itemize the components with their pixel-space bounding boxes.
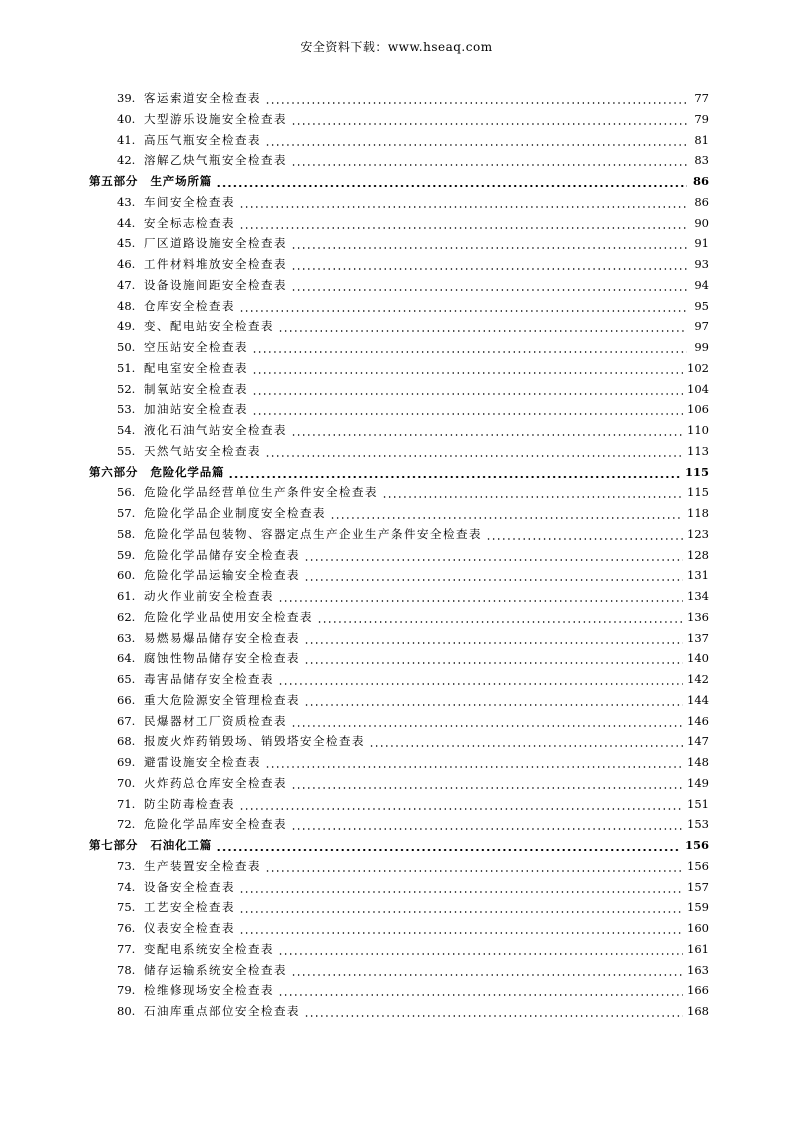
- toc-entry-title: 变配电系统安全检查表: [144, 941, 274, 956]
- toc-entry-title: 液化石油气站安全检查表: [144, 423, 287, 437]
- toc-entry-number: 79.: [117, 983, 136, 998]
- toc-page-number: 94: [694, 277, 709, 292]
- toc-entry[interactable]: [89, 731, 709, 752]
- toc-page-number: 97: [694, 319, 709, 334]
- toc-entry-number: 57.: [117, 506, 136, 520]
- toc-page-number: 151: [687, 796, 709, 811]
- toc-section-heading[interactable]: [89, 462, 709, 483]
- toc-page-number: 149: [687, 775, 709, 790]
- toc-entry[interactable]: [89, 607, 709, 628]
- toc-entry[interactable]: [89, 669, 709, 690]
- dot-leader: [239, 296, 687, 317]
- toc-entry-title: 设备安全检查表: [144, 879, 235, 894]
- toc-entry-number: 46.: [117, 257, 136, 271]
- toc-page-number: 146: [687, 713, 709, 728]
- dot-leader: [317, 607, 683, 628]
- toc-entry-title: 安全标志检查表: [144, 215, 235, 230]
- toc-page-number: 134: [687, 589, 709, 603]
- toc-entry-title: 防尘防毒检查表: [144, 796, 235, 811]
- toc-entry[interactable]: [89, 1001, 709, 1022]
- toc-entry-number: 45.: [117, 236, 136, 251]
- dot-leader: [239, 918, 683, 939]
- dot-leader: [216, 171, 687, 192]
- dot-leader: [291, 233, 687, 254]
- dot-leader: [239, 877, 683, 898]
- dot-leader: [304, 1001, 683, 1022]
- toc-page-number: 123: [687, 526, 709, 541]
- toc-page-number: 137: [687, 630, 709, 645]
- toc-entry[interactable]: [89, 711, 709, 732]
- toc-entry-number: 42.: [117, 153, 136, 168]
- toc-entry-title: 毒害品储存安全检查表: [144, 672, 274, 686]
- dot-leader: [291, 150, 687, 171]
- toc-entry[interactable]: [89, 130, 709, 151]
- toc-entry-title: 危险化学业品使用安全检查表: [144, 609, 313, 624]
- toc-page-number: 99: [694, 340, 709, 354]
- toc-entry-number: 72.: [117, 817, 136, 832]
- toc-entry[interactable]: [89, 586, 709, 607]
- toc-entry-title: 仪表安全检查表: [144, 921, 235, 935]
- dot-leader: [265, 752, 683, 773]
- toc-entry-title: 厂区道路设施安全检查表: [144, 236, 287, 251]
- page-header: 安全资料下载：www.hseaq.com: [300, 40, 493, 54]
- toc-entry-number: 66.: [117, 692, 136, 707]
- toc-entry[interactable]: [89, 980, 709, 1001]
- toc-entry[interactable]: [89, 254, 709, 275]
- toc-page-number: 148: [687, 755, 709, 769]
- toc-entry-title: 工件材料堆放安全检查表: [144, 257, 287, 271]
- dot-leader: [291, 814, 683, 835]
- toc-entry-number: 50.: [117, 340, 136, 354]
- toc-entry[interactable]: [89, 441, 709, 462]
- toc-entry[interactable]: [89, 918, 709, 939]
- toc-entry-title: 民爆器材工厂资质检查表: [144, 713, 287, 728]
- toc-entry[interactable]: [89, 939, 709, 960]
- toc-entry-number: 51.: [117, 360, 136, 375]
- toc-entry-number: 49.: [117, 319, 136, 334]
- toc-entry-title: 配电室安全检查表: [144, 360, 248, 375]
- dot-leader: [291, 773, 683, 794]
- toc-entry-title: 危险化学品包装物、容器定点生产企业生产条件安全检查表: [144, 526, 482, 541]
- toc-entry-number: 77.: [117, 941, 136, 956]
- toc-entry-title: 车间安全检查表: [144, 194, 235, 209]
- toc-page-number: 161: [687, 941, 709, 956]
- toc-entry-title: 设备设施间距安全检查表: [144, 277, 287, 292]
- toc-entry[interactable]: [89, 420, 709, 441]
- toc-entry-number: 78.: [117, 962, 136, 977]
- toc-entry-number: 59.: [117, 547, 136, 562]
- toc-entry-number: 48.: [117, 298, 136, 313]
- toc-page-number: 168: [687, 1004, 709, 1018]
- toc-entry[interactable]: [89, 275, 709, 296]
- toc-page-number: 131: [687, 568, 709, 583]
- toc-entry-number: 64.: [117, 651, 136, 666]
- toc-entry[interactable]: [89, 648, 709, 669]
- toc-page-number: 147: [687, 734, 709, 749]
- dot-leader: [291, 960, 683, 981]
- toc-page-number: 86: [692, 174, 709, 188]
- dot-leader: [291, 711, 683, 732]
- dot-leader: [252, 399, 683, 420]
- toc-entry[interactable]: [89, 565, 709, 586]
- toc-entry-title: 生产装置安全检查表: [144, 858, 261, 873]
- toc-entry-title: 避雷设施安全检查表: [144, 755, 261, 769]
- toc-page-number: 144: [687, 692, 709, 707]
- toc-page-number: 142: [687, 672, 709, 686]
- toc-entry-number: 68.: [117, 734, 136, 749]
- toc-entry-number: 63.: [117, 630, 136, 645]
- toc-entry-number: 54.: [117, 423, 136, 437]
- toc-entry-title: 变、配电站安全检查表: [144, 319, 274, 334]
- toc-section-title: 第五部分 生产场所篇: [89, 174, 212, 188]
- toc-entry-number: 56.: [117, 485, 136, 500]
- toc-page-number: 115: [687, 485, 709, 500]
- toc-entry[interactable]: [89, 960, 709, 981]
- dot-leader: [265, 856, 683, 877]
- toc-entry[interactable]: [89, 337, 709, 358]
- toc-page-number: 95: [694, 298, 709, 313]
- toc-entry-number: 60.: [117, 568, 136, 583]
- dot-leader: [265, 130, 687, 151]
- toc-entry-number: 73.: [117, 858, 136, 873]
- dot-leader: [369, 731, 683, 752]
- toc-entry-title: 危险化学品企业制度安全检查表: [144, 506, 326, 520]
- toc-entry-number: 62.: [117, 609, 136, 624]
- toc-page-number: 79: [694, 111, 709, 126]
- dot-leader: [278, 586, 683, 607]
- toc-page-number: 86: [694, 194, 709, 209]
- toc-entry-number: 67.: [117, 713, 136, 728]
- dot-leader: [382, 482, 683, 503]
- toc-page-number: 163: [687, 962, 709, 977]
- toc-page-number: 90: [694, 215, 709, 230]
- toc-entry[interactable]: [89, 399, 709, 420]
- toc-entry-title: 大型游乐设施安全检查表: [144, 111, 287, 126]
- toc-entry-title: 天然气站安全检查表: [144, 443, 261, 458]
- toc-page-number: 160: [687, 921, 709, 935]
- toc-page-number: 156: [687, 858, 709, 873]
- toc-entry-title: 溶解乙炔气瓶安全检查表: [144, 153, 287, 168]
- toc-page-number: 140: [687, 651, 709, 666]
- toc-entry-number: 61.: [117, 589, 136, 603]
- toc-page-number: 106: [687, 402, 709, 417]
- toc-page-number: 83: [694, 153, 709, 168]
- dot-leader: [291, 275, 687, 296]
- dot-leader: [228, 462, 681, 483]
- toc-entry-title: 易燃易爆品储存安全检查表: [144, 630, 300, 645]
- dot-leader: [291, 109, 687, 130]
- toc-section-title: 第七部分 石油化工篇: [89, 838, 212, 852]
- toc-entry-number: 80.: [117, 1004, 136, 1018]
- toc-page-number: 157: [687, 879, 709, 894]
- dot-leader: [304, 628, 683, 649]
- toc-page-number: 159: [687, 900, 709, 915]
- toc-entry-number: 70.: [117, 775, 136, 790]
- toc-entry-number: 76.: [117, 921, 136, 935]
- dot-leader: [304, 648, 683, 669]
- toc-entry-number: 71.: [117, 796, 136, 811]
- dot-leader: [252, 379, 683, 400]
- toc-page-number: 93: [694, 257, 709, 271]
- dot-leader: [239, 794, 683, 815]
- toc-entry-title: 石油库重点部位安全检查表: [144, 1004, 300, 1018]
- toc-page-number: 104: [687, 381, 709, 396]
- toc-entry[interactable]: [89, 524, 709, 545]
- dot-leader: [252, 337, 687, 358]
- dot-leader: [330, 503, 683, 524]
- toc-page-number: 118: [687, 506, 709, 520]
- toc-entry-number: 40.: [117, 111, 136, 126]
- dot-leader: [239, 192, 687, 213]
- toc-page-number: 77: [694, 91, 709, 105]
- toc-entry-number: 74.: [117, 879, 136, 894]
- toc-entry-title: 储存运输系统安全检查表: [144, 962, 287, 977]
- toc-page-number: 136: [687, 609, 709, 624]
- toc-entry-title: 重大危险源安全管理检查表: [144, 692, 300, 707]
- toc-entry[interactable]: [89, 316, 709, 337]
- dot-leader: [265, 88, 687, 109]
- toc-section-title: 第六部分 危险化学品篇: [89, 464, 225, 479]
- dot-leader: [278, 939, 683, 960]
- toc-entry-number: 55.: [117, 443, 136, 458]
- toc-entry-title: 加油站安全检查表: [144, 402, 248, 417]
- toc-entry-title: 高压气瓶安全检查表: [144, 132, 261, 147]
- dot-leader: [486, 524, 683, 545]
- toc-entry-number: 41.: [117, 132, 136, 147]
- toc-page-number: 81: [694, 132, 709, 147]
- toc-entry-title: 工艺安全检查表: [144, 900, 235, 915]
- toc-entry[interactable]: [89, 233, 709, 254]
- toc-entry[interactable]: [89, 192, 709, 213]
- toc-entry[interactable]: [89, 794, 709, 815]
- dot-leader: [291, 254, 687, 275]
- toc-entry-number: 58.: [117, 526, 136, 541]
- dot-leader: [291, 420, 683, 441]
- toc-entry[interactable]: [89, 503, 709, 524]
- toc-entry[interactable]: [89, 358, 709, 379]
- dot-leader: [304, 545, 683, 566]
- dot-leader: [216, 835, 681, 856]
- toc-entry-number: 43.: [117, 194, 136, 209]
- toc-entry[interactable]: [89, 897, 709, 918]
- toc-entry-number: 53.: [117, 402, 136, 417]
- toc-entry-title: 火炸药总仓库安全检查表: [144, 775, 287, 790]
- toc-entry-title: 仓库安全检查表: [144, 298, 235, 313]
- toc-entry[interactable]: [89, 213, 709, 234]
- toc-entry-number: 69.: [117, 755, 136, 769]
- toc-entry-title: 制氧站安全检查表: [144, 381, 248, 396]
- toc-entry-title: 检维修现场安全检查表: [144, 983, 274, 998]
- toc-entry[interactable]: [89, 628, 709, 649]
- toc-entry[interactable]: [89, 752, 709, 773]
- toc-page-number: 128: [687, 547, 709, 562]
- toc-entry-number: 44.: [117, 215, 136, 230]
- toc-entry-title: 客运索道安全检查表: [144, 91, 261, 105]
- toc-entry-number: 47.: [117, 277, 136, 292]
- dot-leader: [278, 980, 683, 1001]
- toc-entry-title: 危险化学品储存安全检查表: [144, 547, 300, 562]
- toc-page-number: 102: [687, 360, 709, 375]
- toc-entry-number: 39.: [117, 91, 136, 105]
- toc-page-number: 91: [694, 236, 709, 251]
- toc-entry[interactable]: [89, 856, 709, 877]
- toc-page-number: 113: [687, 443, 709, 458]
- toc-page-number: 166: [687, 983, 709, 998]
- dot-leader: [278, 316, 687, 337]
- toc-page-number: 156: [684, 838, 709, 852]
- toc-entry[interactable]: [89, 482, 709, 503]
- toc-page-number: 115: [684, 464, 709, 479]
- toc-entry[interactable]: [89, 296, 709, 317]
- toc-entry[interactable]: [89, 690, 709, 711]
- toc-entry[interactable]: [89, 379, 709, 400]
- toc-entry-title: 危险化学品经营单位生产条件安全检查表: [144, 485, 378, 500]
- toc-entry[interactable]: [89, 877, 709, 898]
- toc-entry-title: 危险化学品运输安全检查表: [144, 568, 300, 583]
- toc-entry[interactable]: [89, 545, 709, 566]
- toc-entry-title: 危险化学品库安全检查表: [144, 817, 287, 832]
- dot-leader: [265, 441, 683, 462]
- toc-entry-title: 报废火炸药销毁场、销毁塔安全检查表: [144, 734, 365, 749]
- toc-entry[interactable]: [89, 773, 709, 794]
- dot-leader: [278, 669, 683, 690]
- toc-entry-number: 75.: [117, 900, 136, 915]
- toc-entry-number: 65.: [117, 672, 136, 686]
- toc-entry[interactable]: [89, 88, 709, 109]
- dot-leader: [304, 690, 683, 711]
- toc-page-number: 153: [687, 817, 709, 832]
- dot-leader: [239, 213, 687, 234]
- toc-entry[interactable]: [89, 109, 709, 130]
- toc-entry[interactable]: [89, 814, 709, 835]
- table-of-contents: [89, 88, 709, 1022]
- toc-section-heading[interactable]: [89, 835, 709, 856]
- toc-section-heading[interactable]: [89, 171, 709, 192]
- dot-leader: [239, 897, 683, 918]
- dot-leader: [304, 565, 683, 586]
- toc-entry-title: 腐蚀性物品储存安全检查表: [144, 651, 300, 666]
- dot-leader: [252, 358, 683, 379]
- toc-entry-title: 动火作业前安全检查表: [144, 589, 274, 603]
- toc-page-number: 110: [687, 423, 709, 437]
- toc-entry[interactable]: [89, 150, 709, 171]
- toc-entry-number: 52.: [117, 381, 136, 396]
- toc-entry-title: 空压站安全检查表: [144, 340, 248, 354]
